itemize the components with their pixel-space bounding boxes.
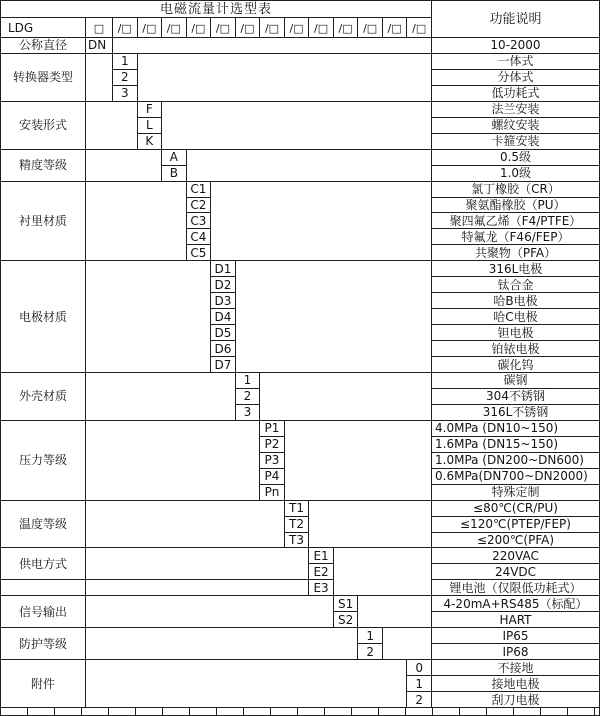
bottom-grid-ticks	[1, 708, 599, 715]
section-filler-right	[236, 261, 432, 373]
option-desc-cell: 1.0级	[432, 166, 599, 182]
section-filler-left	[86, 54, 113, 102]
section-label: 附件	[1, 660, 86, 708]
option-code-cell: B	[162, 166, 187, 182]
option-desc-cell: 304不锈钢	[432, 389, 599, 405]
dn-code-cell: DN	[86, 38, 113, 54]
section-label: 精度等级	[1, 150, 86, 182]
option-desc-cell: 0.5级	[432, 150, 599, 166]
model-slot-cell: /□	[113, 18, 138, 38]
option-code-cell: E1	[309, 548, 334, 564]
option-code-cell: C2	[187, 198, 212, 214]
option-desc-cell: 316L电极	[432, 261, 599, 277]
option-desc-cell: 铂铱电极	[432, 341, 599, 357]
dn-label: 公称直径	[1, 38, 86, 54]
option-desc-cell: 法兰安装	[432, 102, 599, 118]
option-desc-cell: 钛合金	[432, 277, 599, 293]
option-desc-cell: IP65	[432, 628, 599, 644]
option-code-cell: T2	[285, 517, 310, 533]
option-code-cell: D1	[211, 261, 236, 277]
section-label: 转换器类型	[1, 54, 86, 102]
option-code-cell: L	[138, 118, 163, 134]
option-desc-cell: 0.6MPa(DN700~DN2000)	[432, 469, 599, 485]
option-code-cell: D4	[211, 309, 236, 325]
option-code-cell: 2	[358, 644, 383, 660]
option-desc-cell: 一体式	[432, 54, 599, 70]
option-code-cell: P4	[260, 469, 285, 485]
option-code-cell: 0	[407, 660, 432, 676]
section-label: 供电方式	[1, 548, 86, 580]
section-label: 外壳材质	[1, 373, 86, 421]
section-label: 信号输出	[1, 596, 86, 628]
option-desc-cell: 1.0MPa (DN200~DN600)	[432, 453, 599, 469]
section-label: 安装形式	[1, 102, 86, 150]
model-slot-cell: /□	[358, 18, 383, 38]
model-slot-cell: /□	[211, 18, 236, 38]
section-filler-left	[86, 373, 236, 421]
option-desc-cell: 特殊定制	[432, 485, 599, 501]
option-code-cell: S1	[334, 596, 359, 612]
option-code-cell: 3	[113, 86, 138, 102]
option-desc-cell: 共聚物（PFA）	[432, 245, 599, 261]
option-desc-cell: IP68	[432, 644, 599, 660]
option-code-cell: E2	[309, 564, 334, 580]
option-code-cell: T1	[285, 501, 310, 517]
option-desc-cell: 不接地	[432, 660, 599, 676]
option-desc-cell: 碳钢	[432, 373, 599, 389]
option-code-cell: D5	[211, 325, 236, 341]
option-desc-cell: 刮刀电极	[432, 692, 599, 708]
model-slot-cell: /□	[187, 18, 212, 38]
option-desc-cell: ≤120℃(PTEP/FEP)	[432, 517, 599, 533]
option-desc-cell: 锂电池（仅限低功耗式）	[432, 580, 599, 596]
option-code-cell: P3	[260, 453, 285, 469]
section-filler-left	[86, 261, 211, 373]
option-desc-cell: HART	[432, 612, 599, 628]
option-desc-cell: 316L不锈钢	[432, 405, 599, 421]
table-title: 电磁流量计选型表	[1, 1, 432, 18]
section-label: 压力等级	[1, 421, 86, 501]
section-filler-left	[86, 548, 309, 580]
option-code-cell: 2	[113, 70, 138, 86]
model-slot-cell: /□	[383, 18, 408, 38]
option-code-cell: T3	[285, 533, 310, 549]
section-filler-left	[86, 421, 260, 501]
option-code-cell: P2	[260, 437, 285, 453]
option-desc-cell: 螺纹安装	[432, 118, 599, 134]
option-code-cell: E3	[309, 580, 334, 596]
option-desc-cell: ≤200℃(PFA)	[432, 533, 599, 549]
section-filler-right	[285, 421, 432, 501]
model-box-cell: □	[86, 18, 113, 38]
option-desc-cell: 钽电极	[432, 325, 599, 341]
option-desc-cell: 特氟龙（F46/FEP）	[432, 229, 599, 245]
section-filler-left	[86, 150, 162, 182]
function-column-header: 功能说明	[432, 1, 599, 38]
section-filler-left	[86, 580, 309, 596]
option-code-cell: D3	[211, 293, 236, 309]
section-filler-right	[383, 628, 432, 660]
section-label: 防护等级	[1, 628, 86, 660]
option-code-cell: 1	[358, 628, 383, 644]
section-filler-right	[138, 54, 432, 102]
option-code-cell: K	[138, 134, 163, 150]
model-slot-cell: /□	[334, 18, 359, 38]
section-filler-right	[162, 102, 432, 150]
section-filler-left	[86, 660, 407, 708]
option-desc-cell: 氯丁橡胶（CR）	[432, 182, 599, 198]
section-filler-left	[86, 501, 285, 549]
option-code-cell: 1	[236, 373, 261, 389]
option-desc-cell: 分体式	[432, 70, 599, 86]
model-slot-cell: /□	[285, 18, 310, 38]
section-label-empty	[1, 580, 86, 596]
option-code-cell: D6	[211, 341, 236, 357]
model-slot-cell: /□	[309, 18, 334, 38]
option-code-cell: S2	[334, 612, 359, 628]
section-label: 温度等级	[1, 501, 86, 549]
section-filler-left	[86, 102, 138, 150]
section-label: 电极材质	[1, 261, 86, 373]
option-desc-cell: 哈C电极	[432, 309, 599, 325]
option-desc-cell: 4-20mA+RS485（标配）	[432, 596, 599, 612]
option-desc-cell: 聚四氟乙烯（F4/PTFE）	[432, 213, 599, 229]
option-code-cell: Pn	[260, 485, 285, 501]
option-desc-cell: 碳化钨	[432, 357, 599, 373]
option-code-cell: 1	[407, 676, 432, 692]
option-desc-cell: 接地电极	[432, 676, 599, 692]
model-slot-cell: /□	[260, 18, 285, 38]
option-code-cell: C5	[187, 245, 212, 261]
section-filler-right	[187, 150, 432, 182]
option-desc-cell: 低功耗式	[432, 86, 599, 102]
option-desc-cell: 1.6MPa (DN15~150)	[432, 437, 599, 453]
option-code-cell: C1	[187, 182, 212, 198]
option-code-cell: 3	[236, 405, 261, 421]
option-code-cell: D7	[211, 357, 236, 373]
section-label: 衬里材质	[1, 182, 86, 262]
section-filler-left	[86, 182, 187, 262]
option-code-cell: F	[138, 102, 163, 118]
dn-desc-cell: 10-2000	[432, 38, 599, 54]
model-slot-cell: /□	[162, 18, 187, 38]
section-filler-right	[211, 182, 432, 262]
model-slot-cell: /□	[138, 18, 163, 38]
option-desc-cell: 220VAC	[432, 548, 599, 564]
option-desc-cell: 聚氨酯橡胶（PU）	[432, 198, 599, 214]
section-filler-left	[86, 596, 334, 628]
option-code-cell: A	[162, 150, 187, 166]
section-filler-right	[309, 501, 432, 549]
section-filler-left	[86, 628, 358, 660]
option-desc-cell: 24VDC	[432, 564, 599, 580]
model-prefix-cell: LDG	[1, 18, 86, 38]
model-slot-cell: /□	[236, 18, 261, 38]
option-desc-cell: 卡箍安装	[432, 134, 599, 150]
option-code-cell: P1	[260, 421, 285, 437]
dn-filler	[113, 38, 432, 54]
option-code-cell: D2	[211, 277, 236, 293]
option-code-cell: C4	[187, 229, 212, 245]
option-desc-cell: 哈B电极	[432, 293, 599, 309]
option-code-cell: 2	[407, 692, 432, 708]
option-desc-cell: 4.0MPa (DN10~150)	[432, 421, 599, 437]
model-slot-cell: /□	[407, 18, 432, 38]
option-code-cell: C3	[187, 213, 212, 229]
option-code-cell: 1	[113, 54, 138, 70]
section-filler-right	[334, 548, 432, 596]
option-desc-cell: ≤80℃(CR/PU)	[432, 501, 599, 517]
option-code-cell: 2	[236, 389, 261, 405]
section-filler-right	[260, 373, 432, 421]
section-filler-right	[358, 596, 432, 628]
